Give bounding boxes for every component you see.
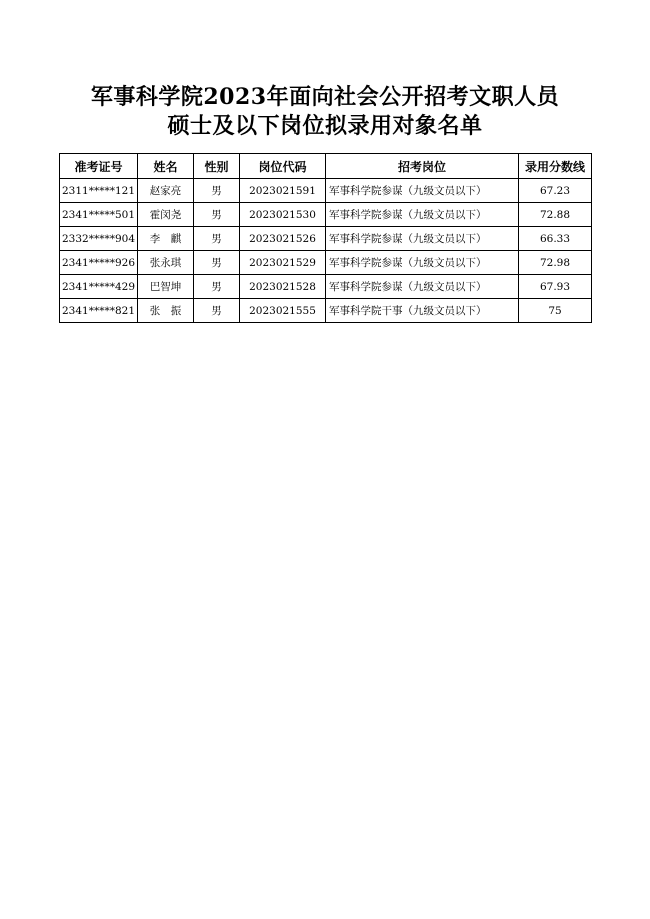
cell-score: 66.33 (519, 227, 592, 251)
table-row (60, 203, 592, 227)
cell-gender: 男 (194, 299, 240, 323)
header-exam-id: 准考证号 (60, 154, 138, 179)
cell-post-code: 2023021530 (240, 203, 326, 227)
document-title-line-2: 硕士及以下岗位拟录用对象名单 (167, 113, 483, 139)
cell-post-code: 2023021555 (240, 299, 326, 323)
header-name: 姓名 (138, 154, 194, 179)
table-row (60, 251, 592, 275)
cell-name: 霍闵尧 (138, 203, 194, 227)
cell-score: 67.23 (519, 179, 592, 203)
table-row (60, 299, 592, 323)
cell-post-code: 2023021528 (240, 275, 326, 299)
cell-exam-id: 2341*****501 (60, 203, 138, 227)
cell-post: 军事科学院参谋（九级文员以下） (326, 179, 519, 203)
cell-gender: 男 (194, 203, 240, 227)
cell-exam-id: 2332*****904 (60, 227, 138, 251)
cell-exam-id: 2341*****926 (60, 251, 138, 275)
cell-post: 军事科学院参谋（九级文员以下） (326, 275, 519, 299)
cell-score: 67.93 (519, 275, 592, 299)
header-gender: 性别 (194, 154, 240, 179)
cell-exam-id: 2311*****121 (60, 179, 138, 203)
cell-exam-id: 2341*****821 (60, 299, 138, 323)
cell-score: 72.88 (519, 203, 592, 227)
cell-post-code: 2023021591 (240, 179, 326, 203)
table-header-row (60, 154, 592, 179)
cell-post: 军事科学院干事（九级文员以下） (326, 299, 519, 323)
table-row (60, 179, 592, 203)
cell-gender: 男 (194, 275, 240, 299)
header-post-code: 岗位代码 (240, 154, 326, 179)
cell-gender: 男 (194, 179, 240, 203)
cell-post: 军事科学院参谋（九级文员以下） (326, 251, 519, 275)
header-score-line: 录用分数线 (519, 154, 592, 179)
table-row (60, 227, 592, 251)
document-title-line-1: 军事科学院2023年面向社会公开招考文职人员 (90, 84, 560, 110)
cell-gender: 男 (194, 251, 240, 275)
cell-name: 巴智坤 (138, 275, 194, 299)
cell-name: 张 振 (138, 299, 194, 323)
cell-score: 75 (519, 299, 592, 323)
cell-post: 军事科学院参谋（九级文员以下） (326, 227, 519, 251)
table-row (60, 275, 592, 299)
cell-exam-id: 2341*****429 (60, 275, 138, 299)
cell-name: 张永琪 (138, 251, 194, 275)
cell-score: 72.98 (519, 251, 592, 275)
cell-post: 军事科学院参谋（九级文员以下） (326, 203, 519, 227)
cell-post-code: 2023021529 (240, 251, 326, 275)
cell-post-code: 2023021526 (240, 227, 326, 251)
cell-name: 李 麒 (138, 227, 194, 251)
cell-gender: 男 (194, 227, 240, 251)
header-post: 招考岗位 (326, 154, 519, 179)
hiring-roster-table (59, 153, 592, 323)
cell-name: 赵家亮 (138, 179, 194, 203)
